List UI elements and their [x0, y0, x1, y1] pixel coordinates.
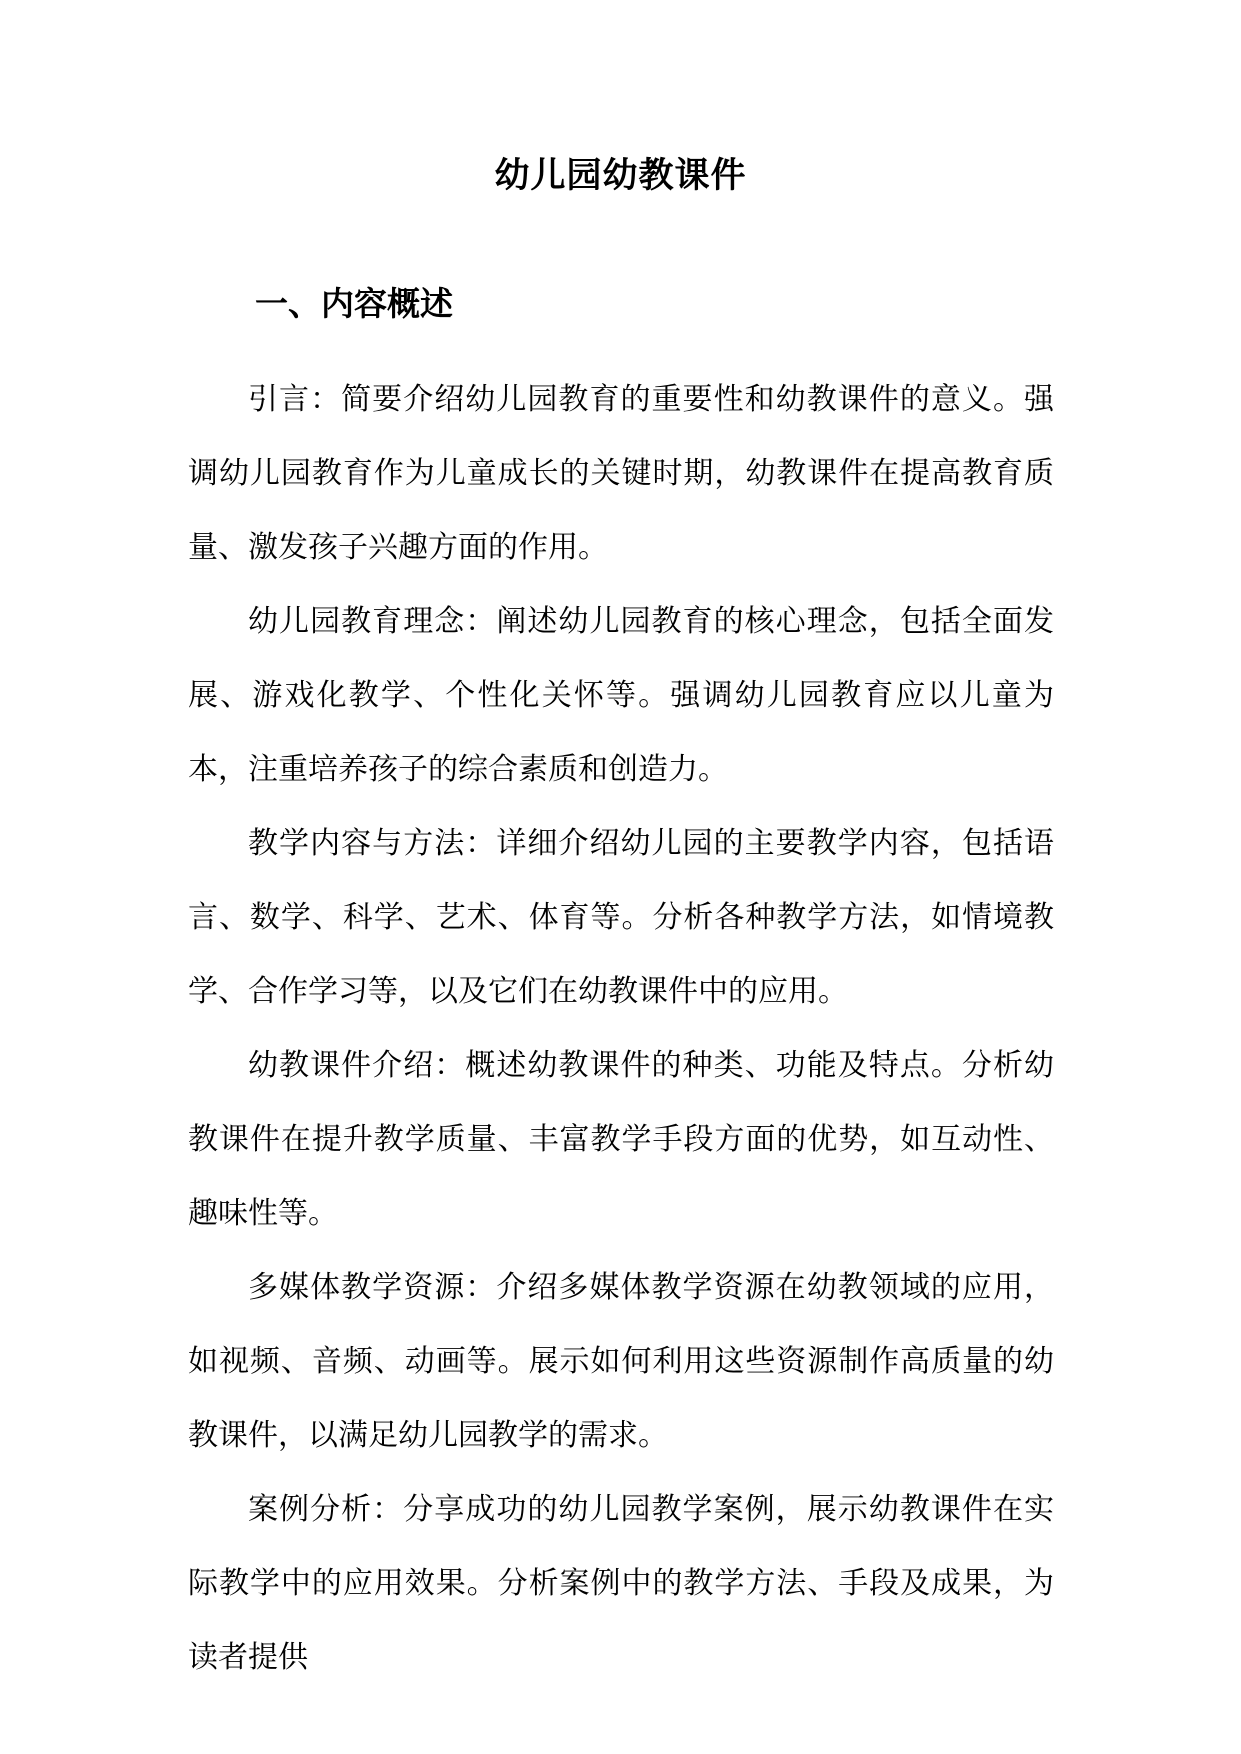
paragraph-education-philosophy: 幼儿园教育理念：阐述幼儿园教育的核心理念，包括全面发展、游戏化教学、个性化关怀等。强调幼儿园教育应以儿童为本，注重培养孩子的综合素质和创造力。	[188, 604, 1054, 787]
paragraph-case-analysis: 案例分析：分享成功的幼儿园教学案例，展示幼教课件在实际教学中的应用效果。分析案例中的教学方法、手段及成果，为读者提供	[188, 1492, 1054, 1675]
paragraph-teaching-content-methods: 教学内容与方法：详细介绍幼儿园的主要教学内容，包括语言、数学、科学、艺术、体育等。分析各种教学方法，如情境教学、合作学习等，以及它们在幼教课件中的应用。	[188, 826, 1054, 1009]
document-body	[188, 363, 1054, 1695]
section-heading: 一、内容概述	[255, 284, 453, 323]
paragraph-introduction: 引言：简要介绍幼儿园教育的重要性和幼教课件的意义。强调幼儿园教育作为儿童成长的关键时期，幼教课件在提高教育质量、激发孩子兴趣方面的作用。	[188, 382, 1054, 565]
paragraph-courseware-introduction: 幼教课件介绍：概述幼教课件的种类、功能及特点。分析幼教课件在提升教学质量、丰富教学手段方面的优势，如互动性、趣味性等。	[188, 1048, 1054, 1231]
paragraph-multimedia-resources: 多媒体教学资源：介绍多媒体教学资源在幼教领域的应用，如视频、音频、动画等。展示如何利用这些资源制作高质量的幼教课件，以满足幼儿园教学的需求。	[188, 1270, 1054, 1453]
document-title: 幼儿园幼教课件	[494, 155, 747, 196]
